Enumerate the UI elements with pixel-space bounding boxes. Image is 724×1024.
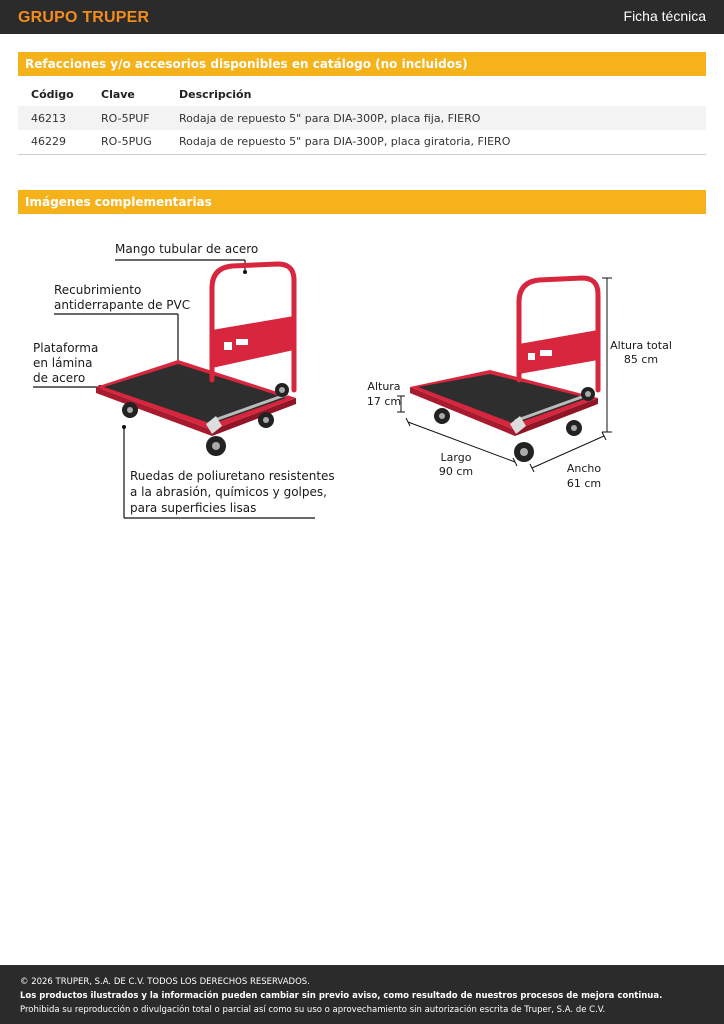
cell-descripcion: Rodaja de repuesto 5" para DIA-300P, placa fija, FIERO [166, 106, 706, 130]
accessories-section-title: Refacciones y/o accesorios disponibles en catálogo (no incluidos) [18, 52, 706, 76]
label-total-height: Altura total [610, 339, 672, 352]
label-wheels-line1: Ruedas de poliuretano resistentes [130, 469, 335, 483]
value-height: 17 cm [366, 395, 402, 408]
cell-codigo: 46229 [18, 130, 88, 154]
cell-clave: RO-5PUG [88, 130, 166, 154]
value-length: 90 cm [438, 465, 474, 478]
table-row [18, 130, 706, 154]
table-header-row [18, 82, 706, 106]
accessories-table [18, 82, 706, 155]
label-wheels-line3: para superficies lisas [130, 501, 257, 515]
cell-descripcion: Rodaja de repuesto 5" para DIA-300P, placa giratoria, FIERO [166, 130, 706, 154]
label-platform-line3: de acero [33, 371, 86, 385]
label-platform-line2: en lámina [33, 356, 93, 370]
value-total-height: 85 cm [623, 353, 659, 366]
label-handle: Mango tubular de acero [115, 242, 259, 256]
footer [0, 965, 724, 1024]
footer-copyright: © 2026 TRUPER, S.A. DE C.V. TODOS LOS DERECHOS RESERVADOS. [20, 977, 310, 987]
top-bar [0, 0, 724, 34]
label-coating-line1: Recubrimiento [54, 283, 142, 297]
cart-dimensions-image [397, 278, 612, 472]
document-type: Ficha técnica [623, 8, 706, 24]
cell-clave: RO-5PUF [88, 106, 166, 130]
footer-notice: Los productos ilustrados y la información pueden cambiar sin previo aviso, como resultado de nuestros procesos de mejora continua. [20, 991, 663, 1001]
column-header-codigo: Código [31, 87, 74, 101]
footer-legal: Prohibida su reproducción o divulgación total o parcial así como su uso o aprovechamiento sin autorización escrita de Truper, S.A. de C.V. [20, 1005, 606, 1015]
label-height: Altura [367, 380, 401, 393]
brand-logo: GRUPO TRUPER [18, 9, 150, 26]
label-platform-line1: Plataforma [33, 341, 99, 355]
images-section-title: Imágenes complementarias [18, 190, 706, 214]
label-wheels-line2: a la abrasión, químicos y golpes, [130, 485, 327, 499]
value-width: 61 cm [566, 477, 602, 490]
column-header-descripcion: Descripción [179, 87, 252, 101]
label-width: Ancho [566, 462, 602, 475]
column-header-clave: Clave [101, 87, 135, 101]
label-coating-line2: antiderrapante de PVC [54, 298, 191, 312]
cell-codigo: 46213 [18, 106, 88, 130]
label-length: Largo [440, 451, 472, 464]
table-row [18, 106, 706, 130]
